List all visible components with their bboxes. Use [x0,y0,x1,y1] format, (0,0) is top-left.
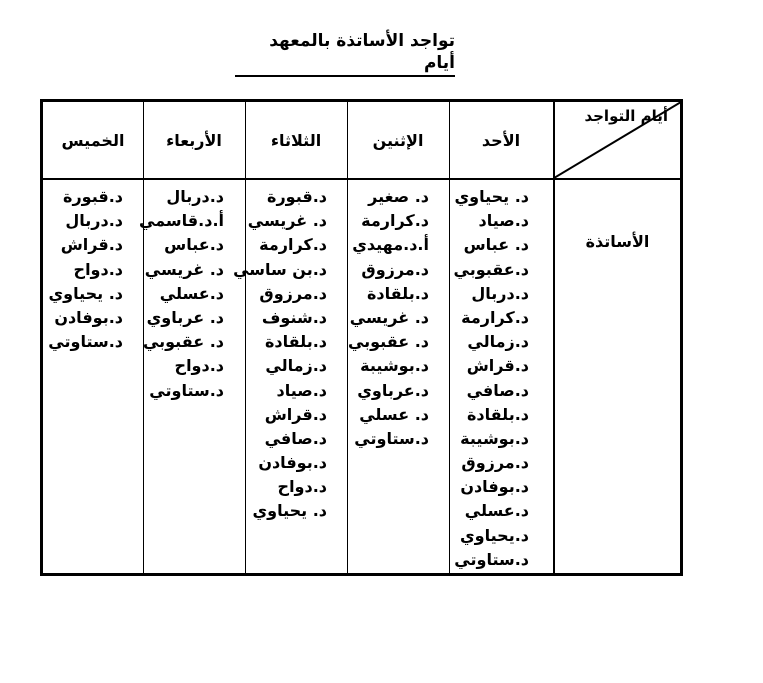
teacher-name: د.بوفادن [54,307,123,327]
teacher-name: د.كرارمة [259,235,327,255]
teacher-name: د.بوشيبة [460,428,529,448]
schedule-table [40,99,683,576]
teachers-column-tuesday [233,185,327,524]
teacher-name: د.بلقادة [466,404,529,424]
teacher-name: د.قراش [466,356,529,376]
teacher-name: د.دواح [73,259,123,279]
teacher-name: د.بوفادن [460,477,529,497]
teacher-name: د.بلقادة [264,332,327,352]
header-divider [43,178,680,180]
teacher-name: د.كرارمة [361,211,429,231]
teacher-name: د.قراش [60,235,123,255]
teacher-name: د.عباس [164,235,224,255]
teacher-name: د.دواح [277,477,327,497]
teacher-name: د.كرارمة [461,307,529,327]
teacher-name: د.بوفادن [258,453,327,473]
teacher-name: د.عقبوبي [453,259,529,279]
teacher-name: د.يحياوي [460,525,529,545]
teacher-name: أ.د.قاسمي [139,211,224,231]
header-day-tuesday: الثلاثاء [270,130,322,150]
header-day-sunday: الأحد [481,130,521,150]
row-label-teachers: الأساتذة [585,232,650,251]
teacher-name: د.بلقادة [366,283,429,303]
teacher-name: د.قراش [264,404,327,424]
teacher-name: د.دربال [166,187,224,206]
teacher-name: أ.د.مهيدي [352,235,429,255]
teacher-name: د.شنوف [261,307,327,327]
teacher-name: د.صافي [264,428,327,448]
teacher-name: د. عقبوبي [347,332,429,352]
teacher-name: د.ستاوتي [454,549,529,569]
teacher-name: د. يحياوي [252,501,327,521]
teacher-name: د. عرباوي [146,307,224,327]
teachers-column-wednesday [139,185,224,403]
teacher-name: د.عسلي [464,501,529,521]
teacher-name: د.مرزوق [361,259,429,279]
teacher-name: د.دربال [65,211,123,231]
teacher-name: د.قبورة [63,187,123,206]
teacher-name: د.عرباوي [357,380,429,400]
teacher-name: د.دربال [471,283,529,303]
teacher-name: د.قبورة [267,187,327,206]
teacher-name: د.مرزوق [461,453,529,473]
teacher-name: د.صياد [478,211,529,231]
teacher-name: د. عباس [463,235,529,255]
header-day-wednesday: الأربعاء [166,130,222,150]
teacher-name: د.ستاوتي [48,332,123,352]
teacher-name: د. غريسي [349,307,429,327]
teacher-name: د. يحياوي [454,187,529,206]
teacher-name: د. عقبوبي [142,332,224,352]
teacher-name: د.مرزوق [259,283,327,303]
teacher-name: د.عسلي [159,283,224,303]
header-day-thursday: الخميس [61,130,125,150]
teachers-column-sunday [454,185,530,572]
teacher-name: د. غريسي [247,211,327,231]
teacher-name: د.صافي [466,380,529,400]
teacher-name: د.صياد [276,380,327,400]
teacher-name: د.زمالي [265,356,327,376]
teacher-name: د.دواح [174,356,224,376]
teacher-name: د.بوشيبة [360,356,429,376]
teacher-name: د.ستاوتي [354,428,429,448]
teacher-name: د.زمالي [467,332,529,352]
teacher-name: د.ستاوتي [149,380,224,400]
teachers-column-monday [348,185,429,451]
teacher-name: د.بن ساسي [233,259,327,279]
teacher-name: د. صغير [368,187,429,206]
teacher-name: د. عسلي [359,404,429,424]
teachers-column-thursday [48,185,123,354]
corner-label: أيام التواجد [584,107,668,125]
teacher-name: د. يحياوي [48,283,123,303]
page-title: تواجد الأساتذة بالمعهد أيام [235,30,455,77]
teacher-name: د. غريسي [144,259,224,279]
header-day-monday: الإثنين [372,130,424,150]
